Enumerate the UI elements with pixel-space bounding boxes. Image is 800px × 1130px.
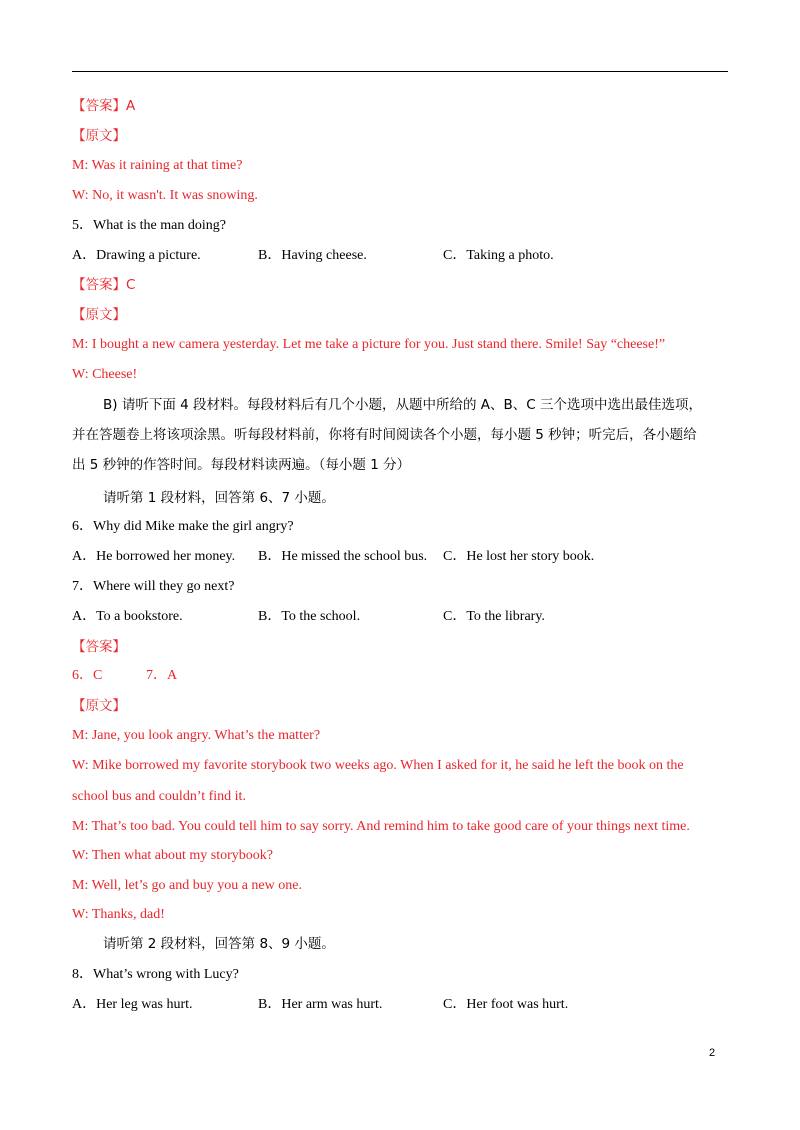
option-c: C．He lost her story book. — [443, 549, 595, 564]
option-b: B．To the school. — [258, 609, 361, 624]
options-row — [72, 608, 672, 626]
option-b: B．Her arm was hurt. — [258, 997, 383, 1012]
answer-6: 6．C — [72, 668, 103, 683]
transcript-line: M: That’s too bad. You could tell him to say sorry. And remind him to take good care of your things next time. — [72, 819, 690, 834]
transcript-line: W: Then what about my storybook? — [72, 848, 274, 863]
option-a: A．To a bookstore. — [72, 609, 183, 624]
transcript-line: M: Was it raining at that time? — [72, 158, 243, 173]
transcript-line: M: Well, let’s go and buy you a new one. — [72, 878, 302, 893]
transcript-line: W: Mike borrowed my favorite storybook two weeks ago. When I asked for it, he said he left the book on the — [72, 758, 684, 773]
transcript-line: M: Jane, you look angry. What’s the matter? — [72, 728, 321, 743]
answer-label: 【原文】 — [72, 128, 126, 144]
question-text: 7．Where will they go next? — [72, 579, 235, 594]
option-c: C．Taking a photo. — [443, 248, 554, 263]
transcript-line: M: I bought a new camera yesterday. Let me take a picture for you. Just stand there. Smile! Say “cheese!” — [72, 337, 666, 352]
answer-label: 【答案】 — [72, 639, 126, 655]
question-text: 6．Why did Mike make the girl angry? — [72, 519, 294, 534]
section-b-instructions — [72, 390, 732, 480]
section-prompt: 请听第 1 段材料，回答第 6、7 小题。 — [103, 490, 335, 506]
transcript-line: W: Cheese! — [72, 367, 138, 382]
answer-label: 【原文】 — [72, 698, 126, 714]
question-text: 8．What’s wrong with Lucy? — [72, 967, 239, 982]
answer-7: 7．A — [146, 668, 178, 683]
instruction-line-3: 出 5 秒钟的作答时间。每段材料读两遍。（每小题 1 分） — [72, 457, 411, 473]
options-row — [72, 996, 672, 1014]
transcript-line: W: Thanks, dad! — [72, 907, 165, 922]
option-a: A．Her leg was hurt. — [72, 997, 193, 1012]
answer-label: 【答案】A — [72, 98, 136, 114]
option-c: C．Her foot was hurt. — [443, 997, 569, 1012]
option-a: A．He borrowed her money. — [72, 549, 236, 564]
section-prompt: 请听第 2 段材料，回答第 8、9 小题。 — [103, 936, 335, 952]
transcript-line: W: No, it wasn't. It was snowing. — [72, 188, 258, 203]
option-b: B．He missed the school bus. — [258, 549, 428, 564]
instruction-line-1: B) 请听下面 4 段材料。每段材料后有几个小题，从题中所给的 A、B、C 三个选项中选出最佳选项， — [103, 397, 702, 413]
answer-label: 【原文】 — [72, 307, 126, 323]
instruction-line-2: 并在答题卷上将该项涂黑。听每段材料前，你将有时间阅读各个小题，每小题 5 秒钟；听完后，各小题给 — [72, 427, 697, 443]
transcript-line: school bus and couldn’t find it. — [72, 789, 246, 804]
answer-label: 【答案】C — [72, 277, 136, 293]
options-row — [72, 548, 672, 566]
option-b: B．Having cheese. — [258, 248, 367, 263]
header-rule — [72, 71, 728, 72]
option-a: A．Drawing a picture. — [72, 248, 201, 263]
page-number: 2 — [709, 1047, 716, 1059]
option-c: C．To the library. — [443, 609, 545, 624]
question-text: 5．What is the man doing? — [72, 218, 226, 233]
answers-row — [72, 667, 272, 685]
options-row — [72, 247, 672, 265]
